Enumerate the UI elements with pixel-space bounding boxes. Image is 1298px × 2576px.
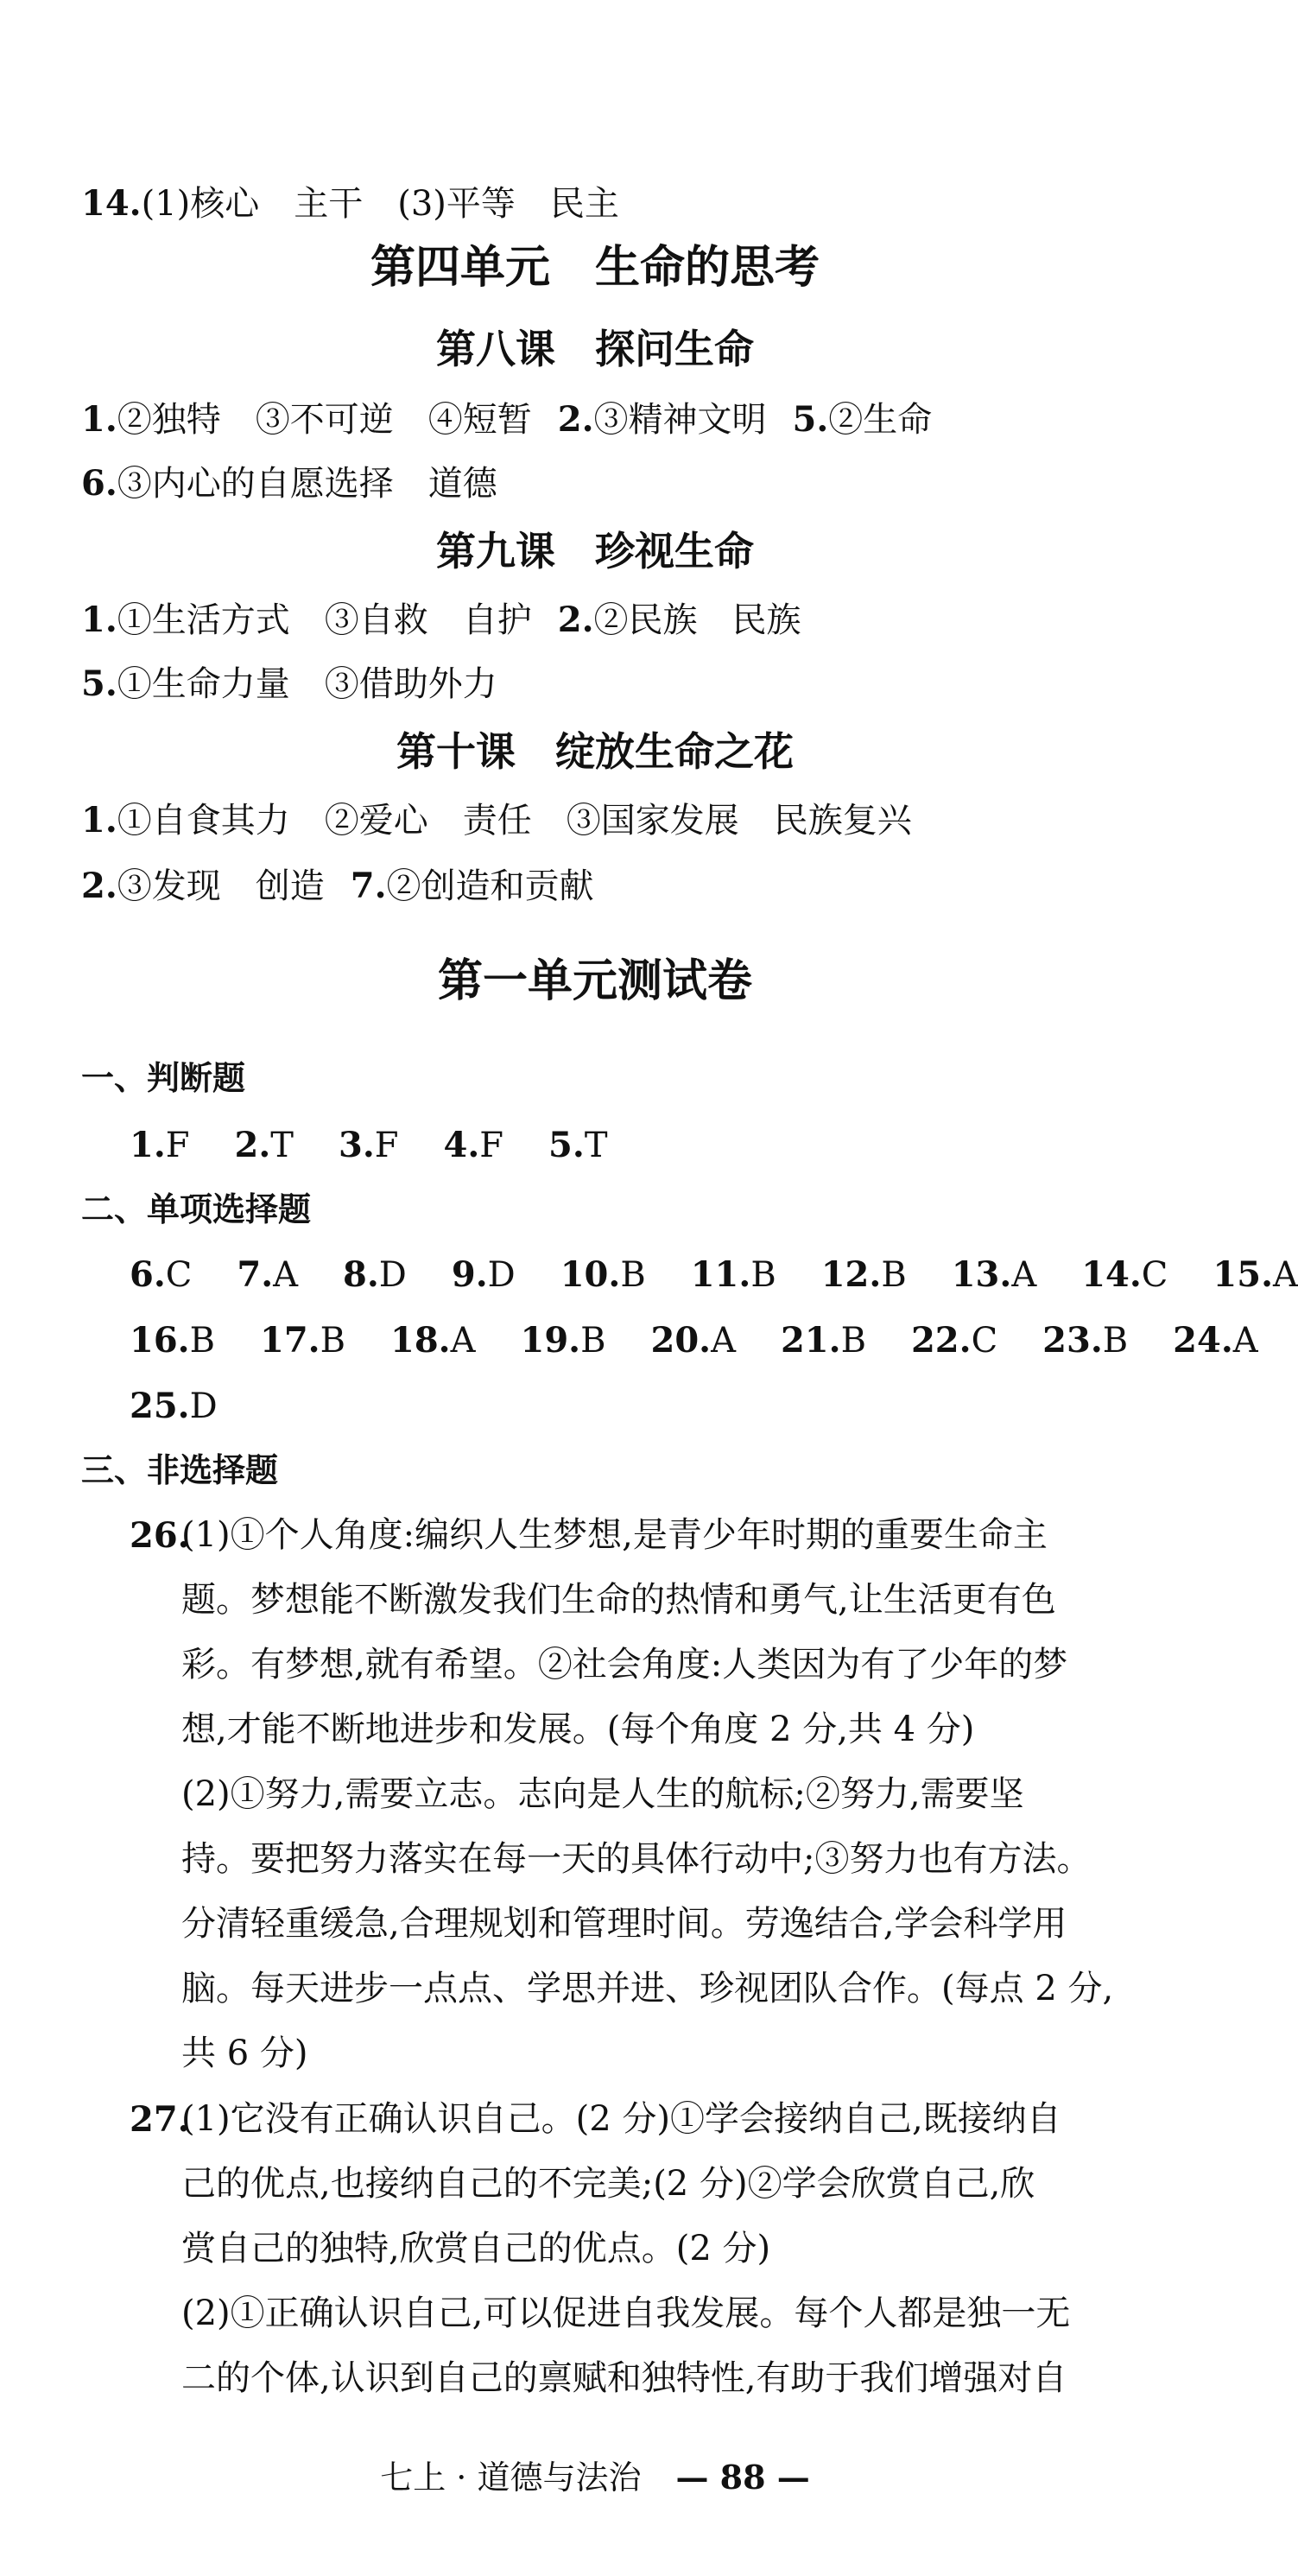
text-line: 想,才能不断地进步和发展。(每个角度 2 分,共 4 分) [181, 1710, 975, 1749]
lesson9-line-1 [81, 598, 801, 643]
lesson8-line-1 [81, 397, 932, 442]
answer-item: 5.T [548, 1125, 608, 1165]
question-number: 14. [81, 183, 142, 224]
answer-item: 7.A [237, 1254, 299, 1295]
text-line: 题。梦想能不断激发我们生命的热情和勇气,让生活更有色 [181, 1580, 1056, 1620]
test-title: 第一单元测试卷 [437, 955, 752, 1007]
q27-part-1 [181, 2087, 1061, 2281]
answer-text: ②创造和贡献 [386, 866, 594, 906]
book-title: 七上 · 道德与法治 [380, 2459, 642, 2497]
text-line: 赏自己的独特,欣赏自己的优点。(2 分) [181, 2229, 771, 2268]
answer-text: ①生命力量 ③借助外力 [117, 664, 497, 704]
answer-item: 9.D [451, 1254, 516, 1295]
page-footer [0, 2455, 1190, 2500]
answer-text: ①自食其力 ②爱心 责任 ③国家发展 民族复兴 [117, 801, 912, 841]
q26-part-1 [181, 1503, 1067, 1762]
answer-item: 13.A [951, 1254, 1037, 1295]
lesson8-line-2 [81, 461, 497, 506]
answer-text: ③内心的自愿选择 道德 [117, 464, 497, 504]
answer-text: (1)核心 主干 (3)平等 民主 [141, 184, 619, 224]
unit-title: 第四单元 生命的思考 [370, 241, 820, 294]
answer-text: ②民族 民族 [593, 600, 801, 640]
answer-item: 15.A [1213, 1254, 1298, 1295]
answer-text: ②独特 ③不可逆 ④短暂 [117, 400, 532, 440]
answer-item: 10.B [560, 1254, 646, 1295]
sec1-answers [130, 1123, 653, 1168]
answer-item: 1.F [130, 1125, 190, 1165]
question-number: 2. [81, 866, 117, 906]
answer-item: 14.C [1081, 1254, 1168, 1295]
question-number: 1. [81, 800, 117, 841]
text-line: 持。要把努力落实在每一天的具体行动中;③努力也有方法。 [181, 1839, 1092, 1879]
text-line: 共 6 分) [181, 2034, 308, 2073]
answer-item: 2.T [234, 1125, 294, 1165]
answer-text: ②生命 [828, 400, 933, 440]
answer-item: 22.C [910, 1320, 998, 1361]
question-number: 2. [557, 600, 594, 640]
question-number: 2. [557, 399, 594, 440]
question-number: 26. [130, 1515, 190, 1556]
text-line: (1)①个人角度:编织人生梦想,是青少年时期的重要生命主 [181, 1515, 1048, 1555]
text-line: (1)它没有正确认识自己。(2 分)①学会接纳自己,既接纳自 [181, 2099, 1061, 2139]
question-number: 5. [792, 399, 829, 440]
q27-part-2 [181, 2281, 1070, 2411]
question-number: 6. [81, 463, 117, 504]
section-title: 一、判断题 [81, 1058, 246, 1097]
answer-item: 6.C [130, 1254, 193, 1295]
answer-text: ①生活方式 ③自救 自护 [117, 600, 532, 640]
lesson9-line-2 [81, 662, 497, 707]
lesson10-line-2 [81, 864, 594, 909]
answer-text: ③发现 创造 [117, 866, 325, 906]
text-line: 二的个体,认识到自己的禀赋和独特性,有助于我们增强对自 [181, 2358, 1067, 2398]
answer-item: 23.B [1042, 1320, 1129, 1361]
answer-text: ③精神文明 [593, 400, 767, 440]
q26-part-2 [181, 1762, 1113, 2086]
sec2-row-3 [130, 1384, 263, 1429]
question-number: 5. [81, 663, 117, 704]
lesson10-line-1 [81, 798, 912, 843]
section-title: 三、非选择题 [81, 1450, 279, 1489]
answer-item: 18.A [390, 1320, 476, 1361]
answer-item: 16.B [130, 1320, 215, 1361]
sec2-row-1 [130, 1253, 1298, 1298]
page-number: — 88 — [675, 2458, 810, 2497]
answer-item: 19.B [520, 1320, 606, 1361]
answer-item: 21.B [780, 1320, 866, 1361]
sec2-row-2 [130, 1318, 1258, 1363]
question-number: 1. [81, 399, 117, 440]
answer-item: 25.D [130, 1386, 218, 1426]
text-line: 分清轻重缓急,合理规划和管理时间。劳逸结合,学会科学用 [181, 1904, 1067, 1944]
lesson-title: 第九课 珍视生命 [436, 528, 754, 574]
text-line: 彩。有梦想,就有希望。②社会角度:人类因为有了少年的梦 [181, 1645, 1068, 1685]
question-number: 27. [130, 2099, 190, 2140]
answer-item: 24.A [1173, 1320, 1258, 1361]
answer-item: 4.F [443, 1125, 504, 1165]
text-line: (2)①正确认识自己,可以促进自我发展。每个人都是独一无 [181, 2294, 1071, 2333]
text-line: (2)①努力,需要立志。志向是人生的航标;②努力,需要坚 [181, 1774, 1024, 1814]
question-number: 7. [350, 866, 387, 906]
answer-item: 17.B [260, 1320, 345, 1361]
answer-item: 12.B [820, 1254, 907, 1295]
answer-item: 3.F [338, 1125, 399, 1165]
text-line: 己的优点,也接纳自己的不完美;(2 分)②学会欣赏自己,欣 [181, 2164, 1035, 2204]
answer-item: 8.D [343, 1254, 407, 1295]
lesson-title: 第十课 绽放生命之花 [396, 728, 794, 775]
section-title: 二、单项选择题 [81, 1190, 312, 1228]
question-number: 1. [81, 600, 117, 640]
text-line: 脑。每天进步一点点、学思并进、珍视团队合作。(每点 2 分, [181, 1969, 1114, 2008]
lesson-title: 第八课 探问生命 [436, 326, 754, 372]
answer-item: 11.B [690, 1254, 776, 1295]
answer-item: 20.A [650, 1320, 736, 1361]
answer-line-14 [81, 181, 619, 226]
